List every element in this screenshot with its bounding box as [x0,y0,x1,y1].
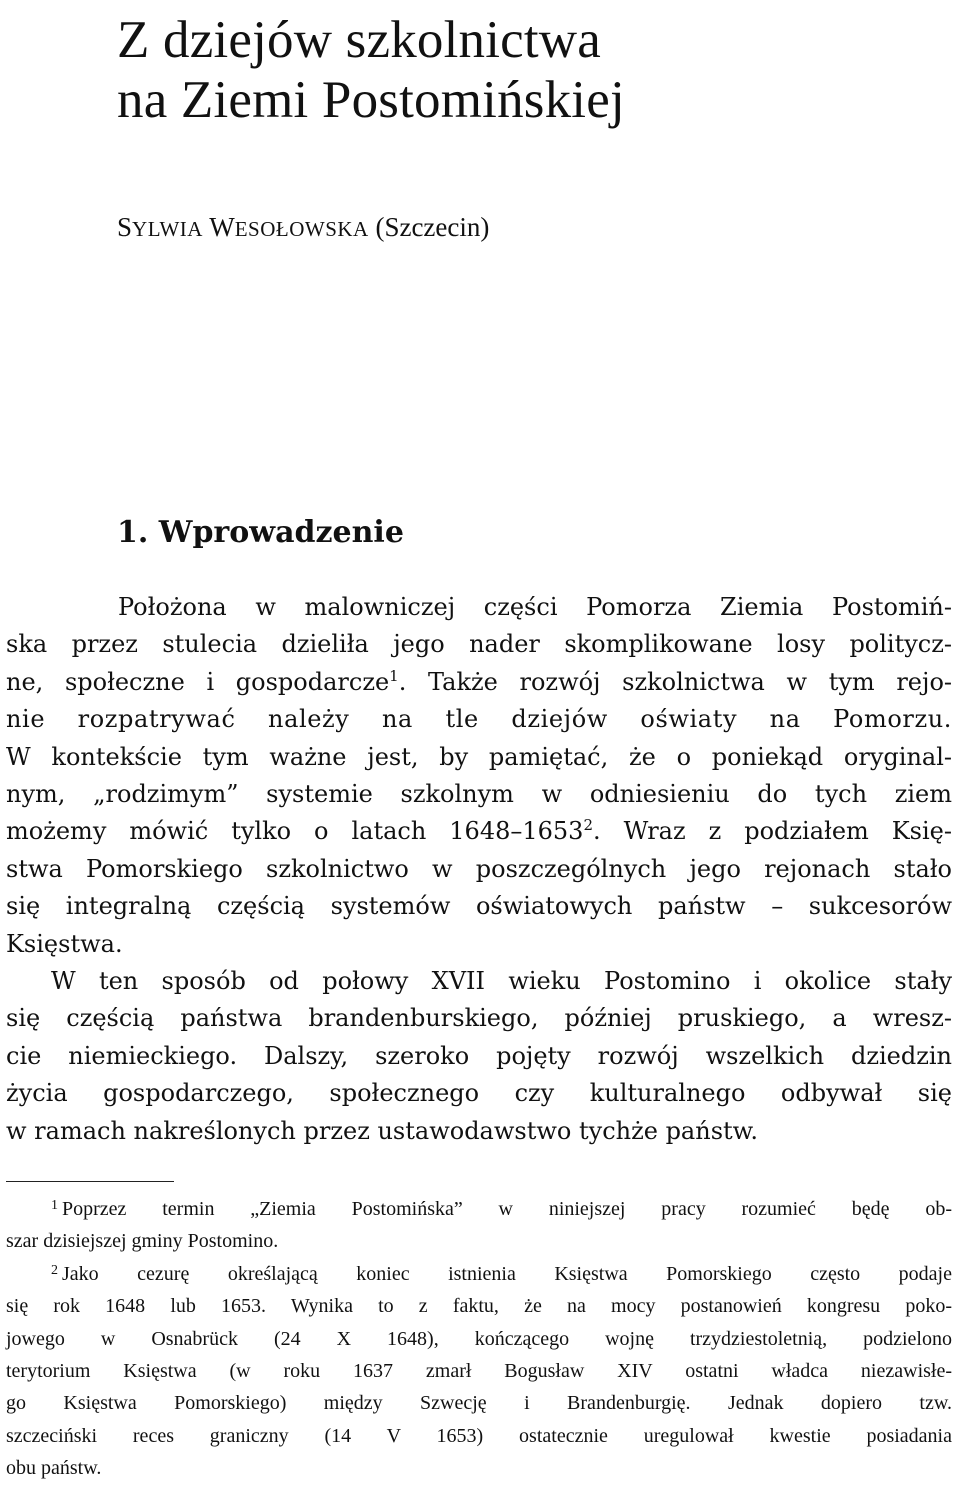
text-fragment: . Wraz z podziałem Księ- [593,817,952,846]
author-last-rest: ESOŁOWSKA [234,217,369,241]
text-line: cie niemieckiego. Dalszy, szeroko pojęty rozwój wszelkich dziedzin [6,1041,952,1070]
article-title [117,10,917,130]
footnote-line: się rok 1648 lub 1653. Wynika to z faktu, że na mocy postanowień kongresu poko- [6,1295,952,1318]
text-line: Księstwa. [6,929,123,958]
author-first-initial: S [117,212,133,242]
author-affiliation: (Szczecin) [375,212,490,242]
text-line: W kontekście tym ważne jest, by pamiętać, że o poniekąd oryginal- [6,742,952,771]
title-line-1: Z dziejów szkolnictwa [117,11,601,69]
footnote-2 [6,1258,952,1290]
footnote-line: go Księstwa Pomorskiego) między Szwecję i Brandenburgię. Jednak dopiero tzw. [6,1392,952,1415]
text-line: stwa Pomorskiego szkolnictwo w poszczególnych jego rejonach stało [6,854,952,883]
text-fragment: możemy mówić tylko o latach 1648–1653 [6,817,584,846]
footnote-ref-2[interactable]: 2 [583,816,593,835]
footnote-text: Jako cezurę określającą koniec istnienia Księstwa Pomorskiego często podaje [62,1262,952,1285]
text-line: ska przez stulecia dzieliła jego nader skomplikowane losy politycz- [6,630,952,659]
text-fragment: ne, społeczne i gospodarcze [6,667,390,696]
footnote-mark: 2 [51,1262,58,1278]
author-last-initial: W [209,212,235,242]
footnote-text: Poprzez termin „Ziemia Postomińska” w niniejszej pracy rozumieć będę ob- [62,1198,952,1220]
body-text [6,589,952,1150]
author-line [117,212,489,243]
title-line-2: na Ziemi Postomińskiej [117,71,625,129]
footnote-line: terytorium Księstwa (w roku 1637 zmarł Bogusław XIV ostatni władca niezawisłe- [6,1360,952,1383]
text-line: W ten sposób od połowy XVII wieku Postomino i okolice stały [51,967,952,996]
text-line: życia gospodarczego, społecznego czy kulturalnego odbywał się [6,1079,952,1108]
text-line: nie rozpatrywać należy na tle dziejów oświaty na Pomorzu. [6,705,952,734]
text-fragment: . Także rozwój szkolnictwa w tym rejo- [398,667,952,696]
text-line [6,664,952,701]
footnote-ref-1[interactable]: 1 [389,666,399,685]
footnote-mark: 1 [51,1198,58,1213]
footnote-line: obu państw. [6,1457,102,1480]
text-line: Położona w malowniczej części Pomorza Ziemia Postomiń- [118,593,952,621]
footnotes [6,1193,952,1485]
footnote-divider [6,1181,174,1182]
author-first-rest: YLWIA [132,217,203,241]
text-line: się integralną częścią systemów oświatowych państw – sukcesorów [6,892,952,921]
footnote-line: szczeciński reces graniczny (14 V 1653) ostatecznie uregulował kwestie posiadania [6,1424,952,1447]
section-heading: 1. Wprowadzenie [117,515,404,550]
text-line [6,813,952,850]
text-line: w ramach nakreślonych przez ustawodawstwo tychże państw. [6,1116,758,1145]
footnote-line: szar dzisiejszej gminy Postomino. [6,1230,279,1253]
text-line: się częścią państwa brandenburskiego, później pruskiego, a wresz- [6,1004,952,1033]
text-line: nym, „rodzimym” systemie szkolnym w odniesieniu do tych ziem [6,780,952,809]
footnote-line: jowego w Osnabrück (24 X 1648), kończącego wojnę trzydziestoletnią, podzielono [6,1327,952,1350]
footnote-1 [6,1193,952,1225]
